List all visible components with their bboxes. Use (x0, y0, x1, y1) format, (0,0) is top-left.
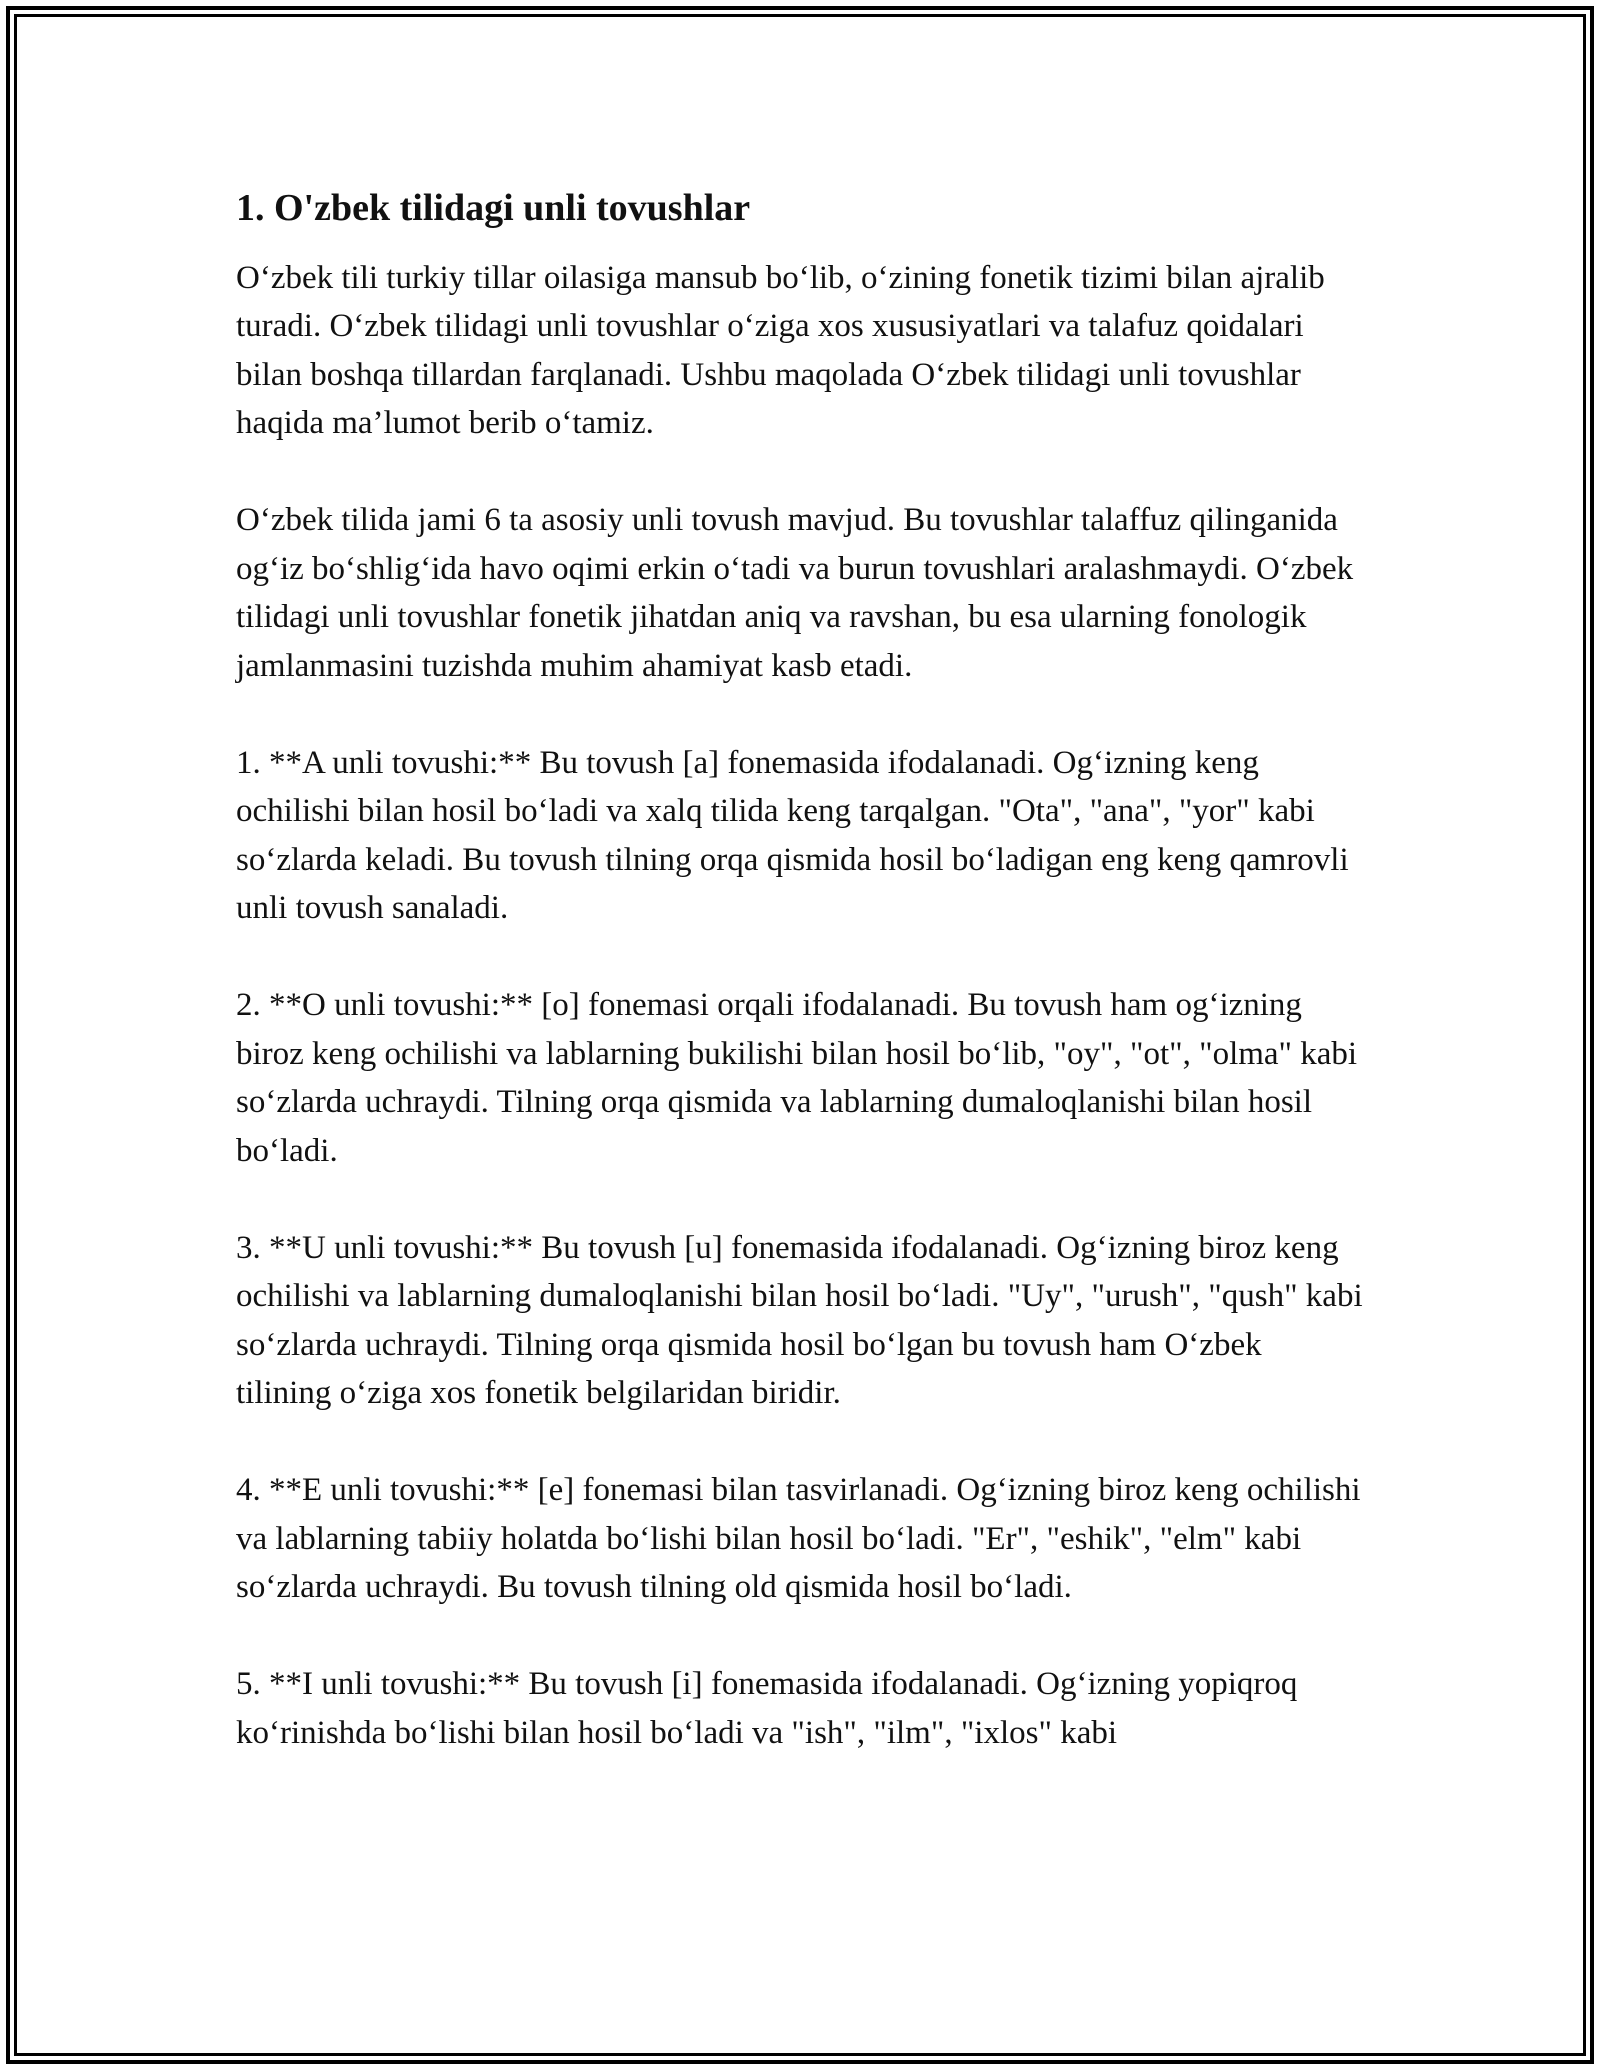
document-body (236, 186, 1364, 1806)
paragraph-vowel-e: 4. **E unli tovushi:** [e] fonemasi bilan tasvirlanadi. Og‘izning biroz keng ochilishi va lablarning tabiiy holatda bo‘lishi bilan hosil bo‘ladi. "Er", "eshik", "elm" kabi so‘zlarda uchraydi. Bu tovush tilning old qismida hosil bo‘ladi. (236, 1472, 1361, 1606)
paragraph-overview: O‘zbek tilida jami 6 ta asosiy unli tovush mavjud. Bu tovushlar talaffuz qilinganida og‘iz bo‘shlig‘ida havo oqimi erkin o‘tadi va burun tovushlari aralashmaydi. O‘zbek tilidagi unli tovushlar fonetik jihatdan aniq va ravshan, bu esa ularning fonologik jamlanmasini tuzishda muhim ahamiyat kasb etadi. (236, 502, 1354, 684)
paragraph-intro: O‘zbek tili turkiy tillar oilasiga mansub bo‘lib, o‘zining fonetik tizimi bilan ajralib turadi. O‘zbek tilidagi unli tovushlar o‘ziga xos xususiyatlari va talafuz qoidalari bilan boshqa tillardan farqlanadi. Ushbu maqolada O‘zbek tilidagi unli tovushlar haqida ma’lumot berib o‘tamiz. (236, 259, 1325, 442)
paragraph-vowel-o: 2. **O unli tovushi:** [o] fonemasi orqali ifodalanadi. Bu tovush ham og‘izning biroz keng ochilishi va lablarning bukilishi bilan hosil bo‘lib, "oy", "ot", "olma" kabi so‘zlarda uchraydi. Tilning orqa qismida va lablarning dumaloqlanishi bilan hosil bo‘ladi. (236, 987, 1358, 1169)
paragraph-vowel-i: 5. **I unli tovushi:** Bu tovush [i] fonemasida ifodalanadi. Og‘izning yopiqroq ko‘rinishda bo‘lishi bilan hosil bo‘ladi va "ish", "ilm", "ixlos" kabi (236, 1666, 1298, 1751)
section-heading: 1. O'zbek tilidagi unli tovushlar (236, 187, 751, 229)
paragraph-vowel-u: 3. **U unli tovushi:** Bu tovush [u] fonemasida ifodalanadi. Og‘izning biroz keng ochilishi va lablarning dumaloqlanishi bilan hosil bo‘ladi. "Uy", "urush", "qush" kabi so‘zlarda uchraydi. Tilning orqa qismida hosil bo‘lgan bu tovush ham O‘zbek tilining o‘ziga xos fonetik belgilaridan biridir. (236, 1229, 1363, 1412)
paragraph-vowel-a: 1. **A unli tovushi:** Bu tovush [a] fonemasida ifodalanadi. Og‘izning keng ochilishi bilan hosil bo‘ladi va xalq tilida keng tarqalgan. "Ota", "ana", "yor" kabi so‘zlarda keladi. Bu tovush tilning orqa qismida hosil bo‘ladigan eng keng qamrovli unli tovush sanaladi. (236, 744, 1349, 927)
